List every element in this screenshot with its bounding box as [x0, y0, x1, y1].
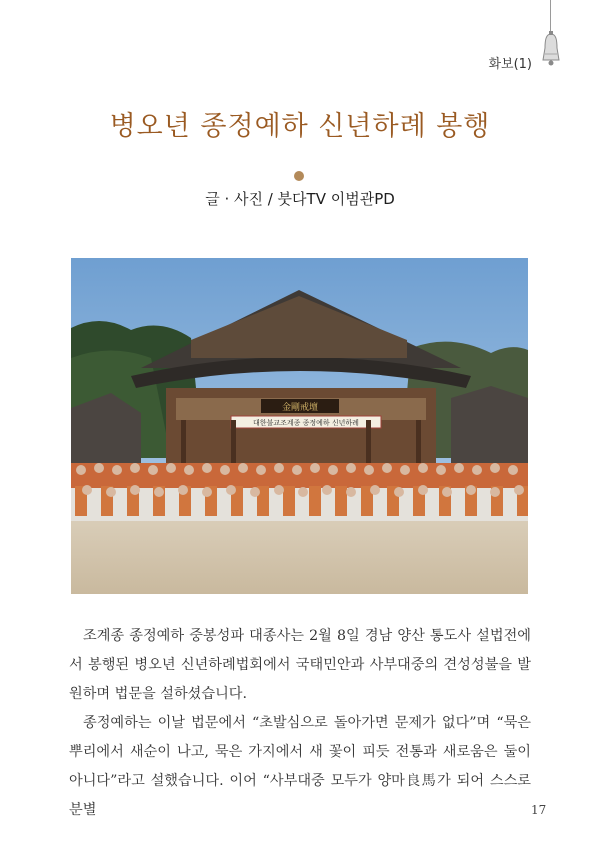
paragraph: 종정예하는 이날 법문에서 “초발심으로 돌아가면 문제가 없다”며 “묵은 뿌리에서 새순이 나고, 묵은 가지에서 새 꽃이 피듯 전통과 새로움은 둘이 아니다”라고 설했습니다. 이어 “사부대중 모두가 양마良馬가 되어 스스로 분별 [69, 715, 531, 818]
banner-text: 대한불교조계종 종정예하 신년하례 [253, 419, 359, 427]
group-photo [71, 258, 528, 594]
bell-icon [540, 30, 562, 70]
decorative-dot [294, 171, 304, 181]
bell-string [550, 0, 551, 34]
group-photo-illustration [71, 258, 528, 594]
article-body [69, 622, 531, 825]
section-label: 화보(1) [488, 57, 532, 72]
page-number: 17 [531, 803, 547, 817]
hall-plaque-text: 金剛戒壇 [281, 403, 319, 413]
byline: 글 · 사진 / 붓다TV 이범관PD [205, 190, 395, 208]
paragraph: 조계종 종정예하 중봉성파 대종사는 2월 8일 경남 양산 통도사 설법전에서 봉행된 병오년 신년하례법회에서 국태민안과 사부대중의 견성성불을 발원하며 법문을 설하셨습니다. [69, 628, 531, 702]
article-title: 병오년 종정예하 신년하례 봉행 [109, 111, 491, 142]
crowd [71, 463, 528, 521]
